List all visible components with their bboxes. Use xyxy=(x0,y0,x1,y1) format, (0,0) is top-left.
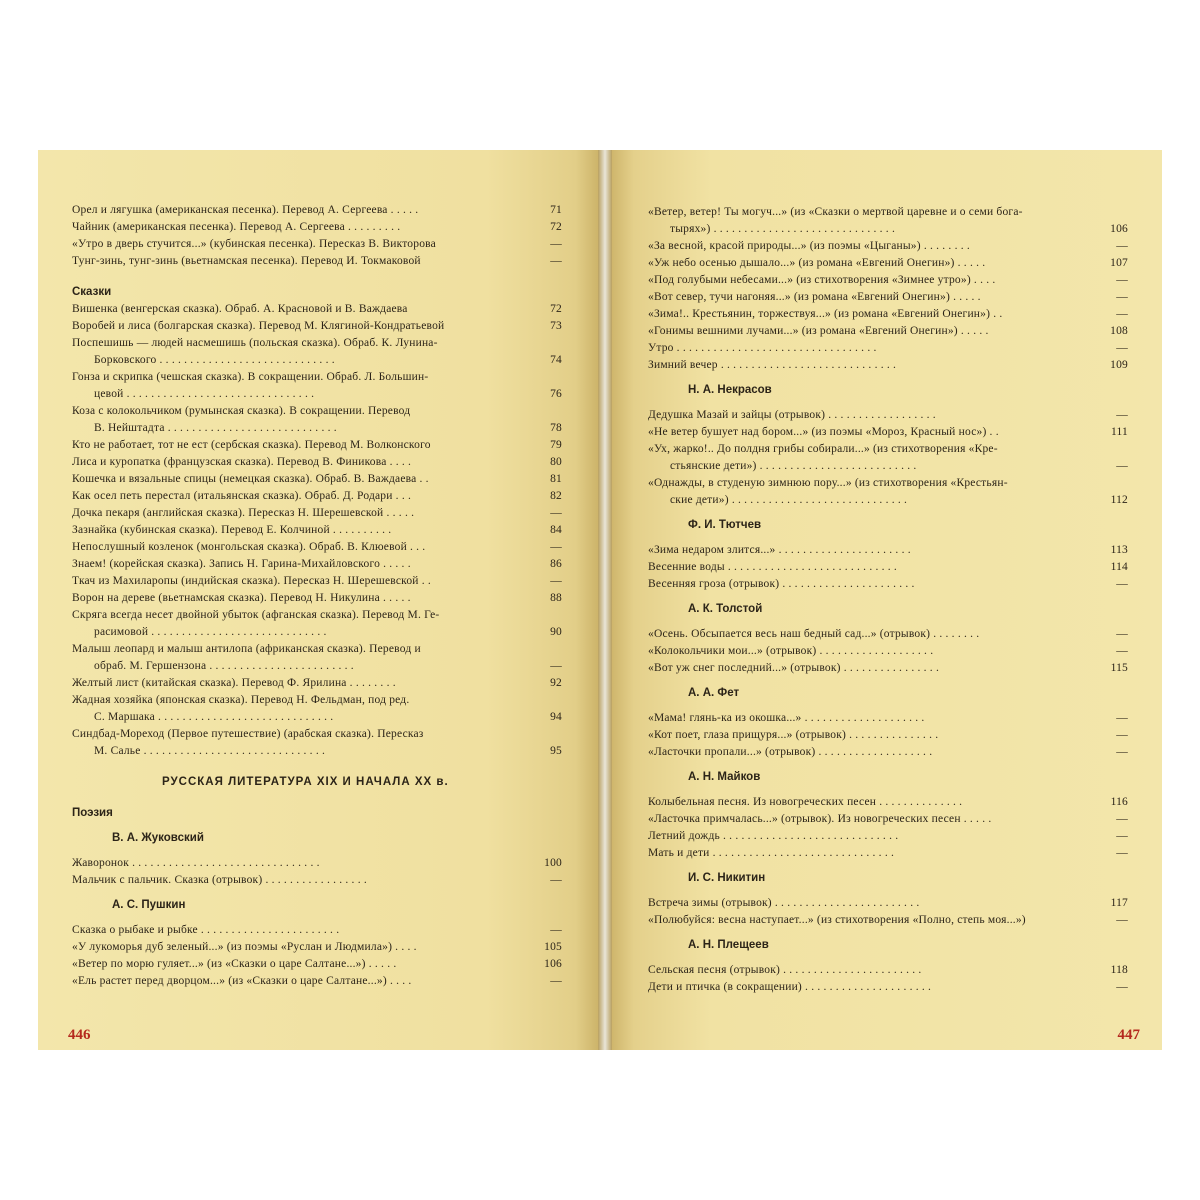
toc-entry xyxy=(648,979,1128,996)
spacer xyxy=(648,374,1128,382)
toc-entry-line: «Колокольчики мои...» (отрывок) . . . . . . . . . . . . . . . . . . . xyxy=(648,645,934,657)
toc-entry-line: Мальчик с пальчик. Сказка (отрывок) . . . . . . . . . . . . . . . . . xyxy=(72,874,367,886)
toc-entry-title xyxy=(72,335,530,369)
spacer xyxy=(648,677,1128,685)
toc-entry-title xyxy=(648,811,1096,828)
toc-page-number: — xyxy=(550,575,562,587)
toc-entry xyxy=(648,238,1128,255)
section-heading: Поэзия xyxy=(72,807,113,819)
toc-entry-line: «Осень. Обсыпается весь наш бедный сад...» (отрывок) . . . . . . . . xyxy=(648,628,980,640)
spacer xyxy=(648,761,1128,769)
toc-page-number: 72 xyxy=(550,303,562,315)
toc-page-number: 82 xyxy=(550,490,562,502)
toc-page-number: — xyxy=(1116,291,1128,303)
toc-entry-continuation: цевой . . . . . . . . . . . . . . . . . . . . . . . . . . . . . . . xyxy=(94,388,315,400)
toc-entry-title xyxy=(72,236,530,253)
toc-page-number: 114 xyxy=(1110,561,1128,573)
toc-page-number: — xyxy=(550,255,562,267)
toc-entry xyxy=(72,939,562,956)
toc-page-number: — xyxy=(1116,830,1128,842)
spacer xyxy=(72,914,562,922)
toc-page-number: 111 xyxy=(1111,426,1128,438)
spacer xyxy=(648,702,1128,710)
toc-entry xyxy=(72,318,562,335)
toc-entry xyxy=(72,505,562,522)
toc-entry xyxy=(648,710,1128,727)
toc-entry-line: Лиса и куропатка (французская сказка). Перевод В. Финикова . . . . xyxy=(72,456,412,468)
toc-entry-title xyxy=(648,979,1096,996)
toc-entry xyxy=(72,454,562,471)
toc-entry-title xyxy=(648,357,1096,374)
toc-entry-line: Ворон на дереве (вьетнамская сказка). Перевод Н. Никулина . . . . . xyxy=(72,592,411,604)
toc-page-number: 76 xyxy=(550,388,562,400)
toc-page-number: 113 xyxy=(1110,544,1128,556)
toc-page-number: — xyxy=(1116,746,1128,758)
toc-entry-title xyxy=(648,204,1096,238)
toc-entry xyxy=(648,323,1128,340)
toc-entry-line: Встреча зимы (отрывок) . . . . . . . . . . . . . . . . . . . . . . . . xyxy=(648,897,920,909)
toc-entry-title xyxy=(72,301,530,318)
toc-entry-line: «Ласточки пропали...» (отрывок) . . . . . . . . . . . . . . . . . . . xyxy=(648,746,933,758)
toc-entry-title xyxy=(72,872,530,889)
toc-entry xyxy=(72,437,562,454)
toc-entry-title xyxy=(72,607,530,641)
toc-entry-line: Вишенка (венгерская сказка). Обраб. А. Красновой и В. Важдаева xyxy=(72,303,408,315)
toc-entry-title xyxy=(648,895,1096,912)
toc-entry-line: Зимний вечер . . . . . . . . . . . . . . . . . . . . . . . . . . . . . xyxy=(648,359,897,371)
book-gutter xyxy=(598,150,612,1050)
toc-page-number: 108 xyxy=(1110,325,1128,337)
toc-page-number: — xyxy=(550,975,562,987)
toc-entry-line: «Гонимы вешними лучами...» (из романа «Евгений Онегин») . . . . . xyxy=(648,325,989,337)
toc-entry xyxy=(648,204,1128,238)
author-heading: А. А. Фет xyxy=(688,687,740,699)
toc-entry xyxy=(72,522,562,539)
toc-page-number: 71 xyxy=(550,204,562,216)
toc-entry xyxy=(72,369,562,403)
toc-entry xyxy=(648,811,1128,828)
toc-entry xyxy=(72,956,562,973)
toc-entry-line: «Однажды, в студеную зимнюю пору...» (из стихотворения «Крестьян- xyxy=(648,477,1008,489)
toc-entry-title xyxy=(648,828,1096,845)
toc-entry-title xyxy=(648,559,1096,576)
toc-page-number: — xyxy=(550,541,562,553)
spacer xyxy=(648,929,1128,937)
spacer xyxy=(648,509,1128,517)
toc-entry xyxy=(72,922,562,939)
toc-entry-continuation: расимовой . . . . . . . . . . . . . . . . . . . . . . . . . . . . . xyxy=(94,626,327,638)
toc-entry-continuation: ские дети») . . . . . . . . . . . . . . . . . . . . . . . . . . . . . xyxy=(670,494,908,506)
toc-entry xyxy=(648,357,1128,374)
toc-page-number: — xyxy=(1116,460,1128,472)
toc-entry xyxy=(72,872,562,889)
toc-page-number: 100 xyxy=(544,857,562,869)
toc-page-number: 109 xyxy=(1110,359,1128,371)
toc-entry-line: Скряга всегда несет двойной убыток (афганская сказка). Перевод М. Ге- xyxy=(72,609,440,621)
toc-entry-title xyxy=(648,340,1096,357)
spacer xyxy=(648,534,1128,542)
toc-entry-line: Дети и птичка (в сокращении) . . . . . . . . . . . . . . . . . . . . . xyxy=(648,981,932,993)
toc-page-number: 106 xyxy=(544,958,562,970)
spacer xyxy=(72,791,562,805)
toc-entry xyxy=(72,692,562,726)
toc-entry xyxy=(72,590,562,607)
spacer xyxy=(648,618,1128,626)
toc-entry-line: Тунг-зинь, тунг-зинь (вьетнамская песенка). Перевод И. Токмаковой xyxy=(72,255,421,267)
toc-entry-title xyxy=(72,488,530,505)
toc-entry xyxy=(648,340,1128,357)
toc-entry-line: Весенние воды . . . . . . . . . . . . . . . . . . . . . . . . . . . . xyxy=(648,561,897,573)
toc-entry-title xyxy=(648,643,1096,660)
toc-page-number: — xyxy=(1116,628,1128,640)
toc-page-number: 107 xyxy=(1110,257,1128,269)
section-heading: Сказки xyxy=(72,286,112,298)
toc-page-number: — xyxy=(550,874,562,886)
toc-page-number: 84 xyxy=(550,524,562,536)
toc-entry-line: «Ух, жарко!.. До полдня грибы собирали...» (из стихотворения «Кре- xyxy=(648,443,998,455)
toc-entry xyxy=(648,272,1128,289)
toc-entry-line: «Не ветер бушует над бором...» (из поэмы «Мороз, Красный нос») . . xyxy=(648,426,999,438)
toc-entry-line: Ткач из Махиларопы (индийская сказка). Пересказ Н. Шерешевской . . xyxy=(72,575,431,587)
toc-entry-continuation: В. Нейштадта . . . . . . . . . . . . . . . . . . . . . . . . . . . . xyxy=(94,422,337,434)
toc-page-number: — xyxy=(1116,342,1128,354)
toc-entry-title xyxy=(72,922,530,939)
toc-entry-continuation: тырях») . . . . . . . . . . . . . . . . . . . . . . . . . . . . . . xyxy=(670,223,896,235)
toc-entry xyxy=(648,660,1128,677)
toc-page-number: — xyxy=(550,238,562,250)
toc-page-number: — xyxy=(1116,645,1128,657)
toc-entry-title xyxy=(648,272,1096,289)
toc-entry-title xyxy=(648,424,1096,441)
toc-entry-line: Зазнайка (кубинская сказка). Перевод Е. Колчиной . . . . . . . . . . xyxy=(72,524,392,536)
toc-entry xyxy=(72,641,562,675)
toc-entry-title xyxy=(72,471,530,488)
toc-entry xyxy=(648,407,1128,424)
spacer xyxy=(648,786,1128,794)
toc-entry-line: «Зима!.. Крестьянин, торжествуя...» (из романа «Евгений Онегин») . . xyxy=(648,308,1003,320)
toc-entry-title xyxy=(648,289,1096,306)
spacer xyxy=(648,399,1128,407)
toc-entry-title xyxy=(648,660,1096,677)
toc-entry xyxy=(72,253,562,270)
toc-entry-title xyxy=(72,675,530,692)
toc-entry xyxy=(72,539,562,556)
toc-entry-title xyxy=(648,710,1096,727)
toc-entry-line: Коза с колокольчиком (румынская сказка). В сокращении. Перевод xyxy=(72,405,411,417)
spacer xyxy=(648,862,1128,870)
toc-page-number: — xyxy=(1116,578,1128,590)
toc-entry xyxy=(648,542,1128,559)
toc-entry-line: «Вот север, тучи нагоняя...» (из романа «Евгений Онегин») . . . . . xyxy=(648,291,981,303)
author-heading: А. Н. Майков xyxy=(688,771,761,783)
toc-entry-title xyxy=(72,454,530,471)
toc-page-number: 88 xyxy=(550,592,562,604)
toc-entry-line: Орел и лягушка (американская песенка). Перевод А. Сергеева . . . . . xyxy=(72,204,419,216)
toc-entry xyxy=(72,855,562,872)
toc-entry xyxy=(72,607,562,641)
toc-entry xyxy=(648,962,1128,979)
toc-entry xyxy=(72,202,562,219)
toc-entry-continuation: Борковского . . . . . . . . . . . . . . . . . . . . . . . . . . . . . xyxy=(94,354,335,366)
toc-entry-line: Воробей и лиса (болгарская сказка). Перевод М. Клягиной-Кондратьевой xyxy=(72,320,445,332)
toc-entry-title xyxy=(648,306,1096,323)
toc-entry-line: «Под голубыми небесами...» (из стихотворения «Зимнее утро») . . . . xyxy=(648,274,996,286)
toc-entry-title xyxy=(648,255,1096,272)
toc-entry-title xyxy=(648,744,1096,761)
toc-entry xyxy=(648,794,1128,811)
toc-entry xyxy=(72,219,562,236)
toc-entry-line: Жадная хозяйка (японская сказка). Перевод Н. Фельдман, под ред. xyxy=(72,694,410,706)
toc-entry-line: Синдбад-Мореход (Первое путешествие) (арабская сказка). Пересказ xyxy=(72,728,424,740)
toc-entry-title xyxy=(72,956,530,973)
toc-entry xyxy=(648,626,1128,643)
toc-entry-line: Сказка о рыбаке и рыбке . . . . . . . . . . . . . . . . . . . . . . . xyxy=(72,924,340,936)
toc-page-number: — xyxy=(1116,813,1128,825)
toc-page-number: 106 xyxy=(1110,223,1128,235)
toc-entry-title xyxy=(72,505,530,522)
toc-entry-title xyxy=(648,912,1096,929)
toc-entry-title xyxy=(72,202,530,219)
toc-entry-line: «У лукоморья дуб зеленый...» (из поэмы «Руслан и Людмила») . . . . xyxy=(72,941,417,953)
part-heading: РУССКАЯ ЛИТЕРАТУРА XIX И НАЧАЛА XX в. xyxy=(162,776,449,788)
toc-entry xyxy=(72,301,562,318)
right-page xyxy=(612,150,1162,1050)
toc-page-number: 116 xyxy=(1110,796,1128,808)
author-heading: Ф. И. Тютчев xyxy=(688,519,762,531)
book-spread xyxy=(38,150,1162,1050)
toc-entry-line: «Зима недаром злится...» . . . . . . . . . . . . . . . . . . . . . . xyxy=(648,544,911,556)
toc-page-number: — xyxy=(1116,240,1128,252)
toc-entry xyxy=(648,895,1128,912)
right-page-number: 447 xyxy=(1117,1027,1140,1043)
toc-entry xyxy=(72,556,562,573)
toc-entry-line: «Полюбуйся: весна наступает...» (из стихотворения «Полно, степь моя...») xyxy=(648,914,1026,926)
toc-page-number: — xyxy=(1116,308,1128,320)
toc-entry-line: Утро . . . . . . . . . . . . . . . . . . . . . . . . . . . . . . . . . xyxy=(648,342,877,354)
toc-entry-line: Знаем! (корейская сказка). Запись Н. Гарина-Михайловского . . . . . xyxy=(72,558,411,570)
toc-entry-title xyxy=(72,973,530,990)
toc-entry xyxy=(72,403,562,437)
toc-entry xyxy=(648,424,1128,441)
toc-entry-title xyxy=(72,641,530,675)
toc-entry-line: Желтый лист (китайская сказка). Перевод Ф. Ярилина . . . . . . . . xyxy=(72,677,396,689)
toc-entry-line: «Ель растет перед дворцом...» (из «Сказки о царе Салтане...») . . . . xyxy=(72,975,412,987)
toc-page-number: 86 xyxy=(550,558,562,570)
toc-entry xyxy=(648,255,1128,272)
toc-page-number: 81 xyxy=(550,473,562,485)
toc-entry-title xyxy=(72,522,530,539)
toc-page-number: 78 xyxy=(550,422,562,434)
toc-entry-title xyxy=(72,939,530,956)
toc-entry xyxy=(72,573,562,590)
toc-entry-title xyxy=(648,238,1096,255)
toc-entry xyxy=(648,912,1128,929)
toc-entry xyxy=(648,289,1128,306)
toc-entry-line: Дочка пекаря (английская сказка). Пересказ Н. Шерешевской . . . . . xyxy=(72,507,415,519)
spacer xyxy=(648,593,1128,601)
toc-entry-line: Колыбельная песня. Из новогреческих песен . . . . . . . . . . . . . . xyxy=(648,796,963,808)
toc-entry-title xyxy=(648,727,1096,744)
toc-entry xyxy=(72,488,562,505)
author-heading: А. К. Толстой xyxy=(688,603,763,615)
toc-entry-line: Дедушка Мазай и зайцы (отрывок) . . . . . . . . . . . . . . . . . . xyxy=(648,409,936,421)
toc-entry-title xyxy=(72,219,530,236)
toc-entry xyxy=(648,643,1128,660)
toc-page-number: — xyxy=(550,924,562,936)
toc-entry-line: Мать и дети . . . . . . . . . . . . . . . . . . . . . . . . . . . . . . xyxy=(648,847,895,859)
author-heading: Н. А. Некрасов xyxy=(688,384,772,396)
toc-page-number: — xyxy=(1116,981,1128,993)
toc-entry-title xyxy=(648,441,1096,475)
toc-page-number: 72 xyxy=(550,221,562,233)
toc-entry-continuation: обраб. М. Гершензона . . . . . . . . . . . . . . . . . . . . . . . . xyxy=(94,660,354,672)
spacer xyxy=(72,822,562,830)
toc-entry-line: «Утро в дверь стучится...» (кубинская песенка). Пересказ В. Викторова xyxy=(72,238,436,250)
toc-entry-line: Как осел петь перестал (итальянская сказка). Обраб. Д. Родари . . . xyxy=(72,490,412,502)
toc-page-number: 118 xyxy=(1110,964,1128,976)
toc-entry-line: Чайник (американская песенка). Перевод А. Сергеева . . . . . . . . . xyxy=(72,221,401,233)
toc-page-number: 112 xyxy=(1110,494,1128,506)
toc-entry-title xyxy=(72,855,530,872)
toc-entry-line: Сельская песня (отрывок) . . . . . . . . . . . . . . . . . . . . . . . xyxy=(648,964,922,976)
spacer xyxy=(648,887,1128,895)
toc-entry xyxy=(72,236,562,253)
toc-entry-continuation: М. Салье . . . . . . . . . . . . . . . . . . . . . . . . . . . . . . xyxy=(94,745,326,757)
toc-entry-title xyxy=(72,556,530,573)
toc-entry-line: Поспешишь — людей насмешишь (польская сказка). Обраб. К. Лунина- xyxy=(72,337,438,349)
toc-page-number: — xyxy=(550,660,562,672)
toc-entry-title xyxy=(72,437,530,454)
toc-entry-title xyxy=(648,626,1096,643)
toc-page-number: — xyxy=(1116,729,1128,741)
toc-entry-line: «Ветер, ветер! Ты могуч...» (из «Сказки о мертвой царевне и о семи бога- xyxy=(648,206,1023,218)
toc-page-number: — xyxy=(1116,712,1128,724)
toc-entry-title xyxy=(648,962,1096,979)
left-page xyxy=(38,150,598,1050)
toc-entry-line: «Кот поет, глаза прищуря...» (отрывок) . . . . . . . . . . . . . . . xyxy=(648,729,939,741)
left-page-number: 446 xyxy=(68,1027,91,1043)
toc-page-number: 90 xyxy=(550,626,562,638)
toc-entry-title xyxy=(648,576,1096,593)
toc-entry-line: Кто не работает, тот не ест (сербская сказка). Перевод М. Волконского xyxy=(72,439,431,451)
toc-entry xyxy=(72,471,562,488)
toc-entry-title xyxy=(72,573,530,590)
toc-entry-title xyxy=(648,475,1096,509)
toc-entry xyxy=(72,973,562,990)
toc-entry-line: Кошечка и вязальные спицы (немецкая сказка). Обраб. В. Важдаева . . xyxy=(72,473,429,485)
toc-entry-title xyxy=(72,539,530,556)
spacer xyxy=(648,954,1128,962)
toc-entry-title xyxy=(72,403,530,437)
author-heading: И. С. Никитин xyxy=(688,872,766,884)
toc-entry-title xyxy=(72,692,530,726)
toc-entry-line: Гонза и скрипка (чешская сказка). В сокращении. Обраб. Л. Большин- xyxy=(72,371,429,383)
toc-page-number: 80 xyxy=(550,456,562,468)
author-heading: А. С. Пушкин xyxy=(112,899,186,911)
toc-entry xyxy=(648,744,1128,761)
toc-entry xyxy=(648,576,1128,593)
toc-page-number: 92 xyxy=(550,677,562,689)
toc-page-number: — xyxy=(1116,409,1128,421)
toc-entry-line: Весенняя гроза (отрывок) . . . . . . . . . . . . . . . . . . . . . . xyxy=(648,578,915,590)
toc-entry-title xyxy=(72,590,530,607)
spacer xyxy=(72,889,562,897)
right-toc-column xyxy=(648,204,1128,996)
spacer xyxy=(72,270,562,284)
author-heading: А. Н. Плещеев xyxy=(688,939,769,951)
toc-entry-line: «Ласточка примчалась...» (отрывок). Из новогреческих песен . . . . . xyxy=(648,813,992,825)
toc-page-number: 105 xyxy=(544,941,562,953)
toc-entry-line: Летний дождь . . . . . . . . . . . . . . . . . . . . . . . . . . . . . xyxy=(648,830,899,842)
toc-page-number: — xyxy=(550,507,562,519)
toc-entry-line: «Вот уж снег последний...» (отрывок) . . . . . . . . . . . . . . . . xyxy=(648,662,940,674)
toc-page-number: 95 xyxy=(550,745,562,757)
left-toc-column xyxy=(72,202,562,990)
toc-page-number: 94 xyxy=(550,711,562,723)
toc-entry-line: «Мама! глянь-ка из окошка...» . . . . . . . . . . . . . . . . . . . . xyxy=(648,712,925,724)
toc-entry-line: Жаворонок . . . . . . . . . . . . . . . . . . . . . . . . . . . . . . . xyxy=(72,857,320,869)
toc-page-number: — xyxy=(1116,847,1128,859)
toc-entry xyxy=(648,828,1128,845)
toc-entry-continuation: С. Маршака . . . . . . . . . . . . . . . . . . . . . . . . . . . . . xyxy=(94,711,334,723)
toc-entry-line: «Ветер по морю гуляет...» (из «Сказки о царе Салтане...») . . . . . xyxy=(72,958,397,970)
toc-entry-title xyxy=(72,726,530,760)
spacer xyxy=(72,847,562,855)
toc-entry-title xyxy=(72,369,530,403)
toc-entry xyxy=(648,306,1128,323)
toc-entry xyxy=(648,441,1128,475)
spacer xyxy=(72,760,562,774)
toc-entry xyxy=(648,845,1128,862)
toc-entry xyxy=(72,675,562,692)
toc-entry xyxy=(648,475,1128,509)
toc-entry xyxy=(648,559,1128,576)
toc-entry-title xyxy=(648,542,1096,559)
toc-entry-title xyxy=(648,794,1096,811)
toc-entry-line: «За весной, красой природы...» (из поэмы «Цыганы») . . . . . . . . xyxy=(648,240,970,252)
toc-page-number: — xyxy=(1116,914,1128,926)
toc-entry xyxy=(648,727,1128,744)
toc-entry-line: Малыш леопард и малыш антилопа (африканская сказка). Перевод и xyxy=(72,643,421,655)
toc-page-number: 117 xyxy=(1110,897,1128,909)
toc-page-number: — xyxy=(1116,274,1128,286)
toc-entry-title xyxy=(72,253,530,270)
author-heading: В. А. Жуковский xyxy=(112,832,204,844)
toc-entry-title xyxy=(72,318,530,335)
toc-page-number: 73 xyxy=(550,320,562,332)
toc-entry-continuation: стьянские дети») . . . . . . . . . . . . . . . . . . . . . . . . . . xyxy=(670,460,917,472)
toc-entry-title xyxy=(648,323,1096,340)
toc-entry-title xyxy=(648,845,1096,862)
toc-entry-title xyxy=(648,407,1096,424)
toc-page-number: 74 xyxy=(550,354,562,366)
toc-entry xyxy=(72,335,562,369)
toc-entry-line: Непослушный козленок (монгольская сказка). Обраб. В. Клюевой . . . xyxy=(72,541,426,553)
toc-entry-line: «Уж небо осенью дышало...» (из романа «Евгений Онегин») . . . . . xyxy=(648,257,986,269)
toc-page-number: 115 xyxy=(1110,662,1128,674)
toc-entry xyxy=(72,726,562,760)
toc-page-number: 79 xyxy=(550,439,562,451)
